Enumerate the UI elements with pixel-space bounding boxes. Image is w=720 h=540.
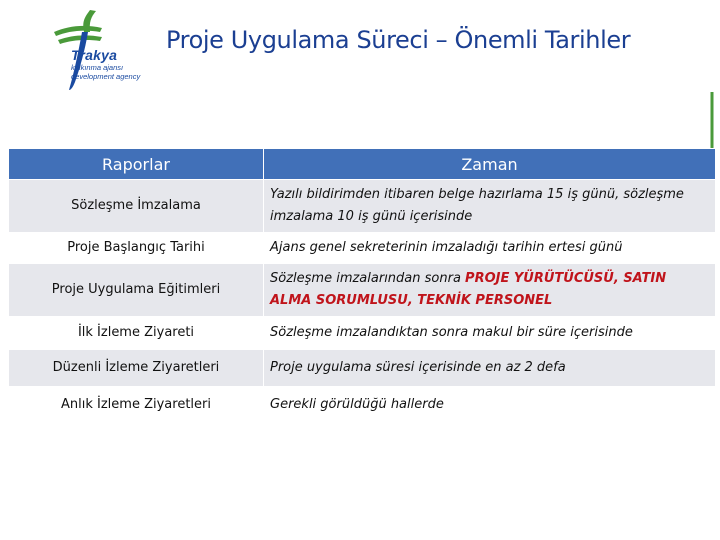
table-row xyxy=(9,386,716,424)
table-row xyxy=(9,180,716,232)
row-label: Proje Uygulama Eğitimleri xyxy=(9,264,264,316)
table-row xyxy=(9,316,716,350)
logo-text xyxy=(71,48,181,81)
row-label: Sözleşme İmzalama xyxy=(9,180,264,232)
row-time: Proje uygulama süresi içerisinde en az 2 defa xyxy=(264,350,716,386)
row-time: Gerekli görüldüğü hallerde xyxy=(264,386,716,424)
agency-logo xyxy=(44,10,184,92)
row-time: Sözleşme imzalandıktan sonra makul bir süre içerisinde xyxy=(264,316,716,350)
logo-name: Trakya xyxy=(71,47,118,63)
table-row xyxy=(9,350,716,386)
column-header-reports: Raporlar xyxy=(9,149,264,180)
row-time xyxy=(264,264,716,316)
table-header-row xyxy=(9,149,716,180)
row-time: Ajans genel sekreterinin imzaladığı tarihin ertesi günü xyxy=(264,232,716,264)
row-label: Anlık İzleme Ziyaretleri xyxy=(9,386,264,424)
row-label: Proje Başlangıç Tarihi xyxy=(9,232,264,264)
row-time-prefix: Sözleşme imzalarından sonra xyxy=(270,270,466,286)
column-header-time: Zaman xyxy=(264,149,716,180)
page-title: Proje Uygulama Süreci – Önemli Tarihler xyxy=(166,26,631,54)
row-label: Düzenli İzleme Ziyaretleri xyxy=(9,350,264,386)
row-label: İlk İzleme Ziyareti xyxy=(9,316,264,350)
logo-subtitle-1: kalkınma ajansı xyxy=(71,63,124,72)
dates-table xyxy=(8,148,716,424)
row-time: Yazılı bildirimden itibaren belge hazırlama 15 iş günü, sözleşme imzalama 10 iş günü içerisinde xyxy=(264,180,716,232)
table-row xyxy=(9,264,716,316)
table-row xyxy=(9,232,716,264)
logo-subtitle-2: development agency xyxy=(71,72,141,81)
row-time-highlight: PROJE YÜRÜTÜCÜSÜ, SATIN ALMA SORUMLUSU, TEKNİK PERSONEL xyxy=(270,270,667,308)
